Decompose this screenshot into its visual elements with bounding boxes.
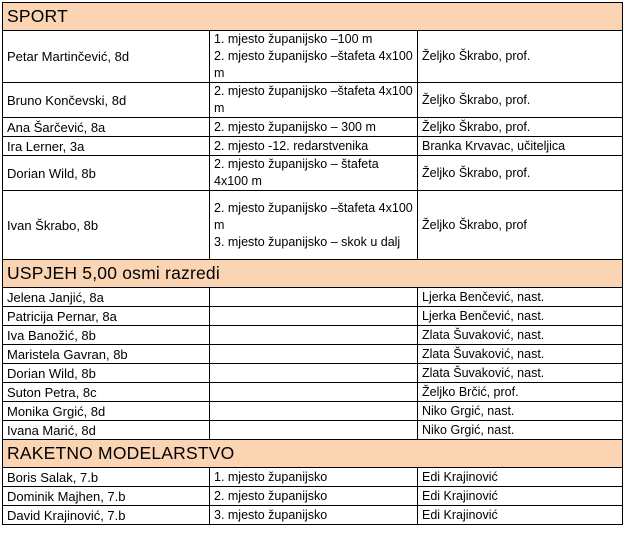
student-name-cell: David Krajinović, 7.b	[3, 506, 210, 525]
table-row	[3, 364, 623, 383]
achievement-cell	[210, 345, 418, 364]
student-name-cell: Dominik Majhen, 7.b	[3, 487, 210, 506]
table-row	[3, 421, 623, 440]
table-row	[3, 307, 623, 326]
achievement-cell	[210, 383, 418, 402]
section-title: SPORT	[3, 3, 623, 31]
achievement-cell	[210, 118, 418, 137]
student-name-cell: Ivan Škrabo, 8b	[3, 191, 210, 260]
teacher-cell: Edi Krajinović	[418, 506, 623, 525]
section-title: RAKETNO MODELARSTVO	[3, 440, 623, 468]
student-name-cell: Monika Grgić, 8d	[3, 402, 210, 421]
achievement-line: 3. mjesto županijsko	[214, 507, 328, 522]
teacher-cell: Niko Grgić, nast.	[418, 421, 623, 440]
awards-table	[2, 2, 623, 525]
achievement-cell	[210, 487, 418, 506]
achievement-cell	[210, 364, 418, 383]
achievement-cell	[210, 31, 418, 83]
student-name-cell: Ivana Marić, 8d	[3, 421, 210, 440]
student-name-cell: Ana Šarčević, 8a	[3, 118, 210, 137]
achievement-cell	[210, 137, 418, 156]
achievement-line: 2. mjesto županijsko – štafeta 4x100 m	[214, 157, 379, 188]
teacher-cell: Željko Brčić, prof.	[418, 383, 623, 402]
teacher-cell: Željko Škrabo, prof.	[418, 83, 623, 118]
student-name-cell: Boris Salak, 7.b	[3, 468, 210, 487]
table-row	[3, 137, 623, 156]
achievement-cell	[210, 307, 418, 326]
table-row	[3, 326, 623, 345]
teacher-cell: Željko Škrabo, prof.	[418, 31, 623, 83]
table-row	[3, 191, 623, 260]
teacher-cell: Edi Krajinović	[418, 468, 623, 487]
achievement-line: 2. mjesto županijsko – 300 m	[214, 119, 376, 134]
teacher-cell: Edi Krajinović	[418, 487, 623, 506]
student-name-cell: Bruno Končevski, 8d	[3, 83, 210, 118]
achievement-line: 2. mjesto županijsko –štafeta 4x100 m	[214, 49, 413, 80]
student-name-cell: Ira Lerner, 3a	[3, 137, 210, 156]
achievement-cell	[210, 83, 418, 118]
teacher-cell: Zlata Šuvaković, nast.	[418, 364, 623, 383]
teacher-cell: Željko Škrabo, prof.	[418, 118, 623, 137]
table-row	[3, 487, 623, 506]
table-row	[3, 288, 623, 307]
achievement-line: 2. mjesto županijsko –štafeta 4x100 m	[214, 84, 413, 115]
achievement-cell	[210, 402, 418, 421]
achievement-line: 1. mjesto županijsko –100 m	[214, 32, 373, 46]
section-header-row	[3, 440, 623, 468]
table-row	[3, 156, 623, 191]
achievement-line: 2. mjesto županijsko	[214, 488, 328, 503]
teacher-cell: Niko Grgić, nast.	[418, 402, 623, 421]
achievement-line: 2. mjesto -12. redarstvenika	[214, 138, 369, 153]
table-row	[3, 118, 623, 137]
achievement-cell	[210, 156, 418, 191]
achievement-cell	[210, 468, 418, 487]
achievement-cell	[210, 326, 418, 345]
student-name-cell: Patricija Pernar, 8a	[3, 307, 210, 326]
table-row	[3, 402, 623, 421]
teacher-cell: Ljerka Benčević, nast.	[418, 307, 623, 326]
table-row	[3, 345, 623, 364]
teacher-cell: Željko Škrabo, prof.	[418, 156, 623, 191]
achievement-line: 3. mjesto županijsko – skok u dalj	[214, 234, 401, 249]
teacher-cell: Željko Škrabo, prof	[418, 191, 623, 260]
student-name-cell: Jelena Janjić, 8a	[3, 288, 210, 307]
teacher-cell: Branka Krvavac, učiteljica	[418, 137, 623, 156]
achievement-line: 2. mjesto županijsko –štafeta 4x100 m	[214, 200, 413, 232]
teacher-cell: Zlata Šuvaković, nast.	[418, 345, 623, 364]
table-row	[3, 383, 623, 402]
section-header-row	[3, 3, 623, 31]
achievement-line: 1. mjesto županijsko	[214, 469, 328, 484]
achievement-cell	[210, 421, 418, 440]
table-row	[3, 31, 623, 83]
teacher-cell: Zlata Šuvaković, nast.	[418, 326, 623, 345]
teacher-cell: Ljerka Benčević, nast.	[418, 288, 623, 307]
awards-table-body	[3, 3, 623, 525]
section-title: USPJEH 5,00 osmi razredi	[3, 260, 623, 288]
student-name-cell: Iva Banožić, 8b	[3, 326, 210, 345]
achievement-cell	[210, 506, 418, 525]
table-row	[3, 468, 623, 487]
achievement-cell	[210, 191, 418, 260]
achievement-cell	[210, 288, 418, 307]
student-name-cell: Dorian Wild, 8b	[3, 364, 210, 383]
student-name-cell: Suton Petra, 8c	[3, 383, 210, 402]
table-row	[3, 506, 623, 525]
student-name-cell: Maristela Gavran, 8b	[3, 345, 210, 364]
student-name-cell: Petar Martinčević, 8d	[3, 31, 210, 83]
student-name-cell: Dorian Wild, 8b	[3, 156, 210, 191]
table-row	[3, 83, 623, 118]
section-header-row	[3, 260, 623, 288]
